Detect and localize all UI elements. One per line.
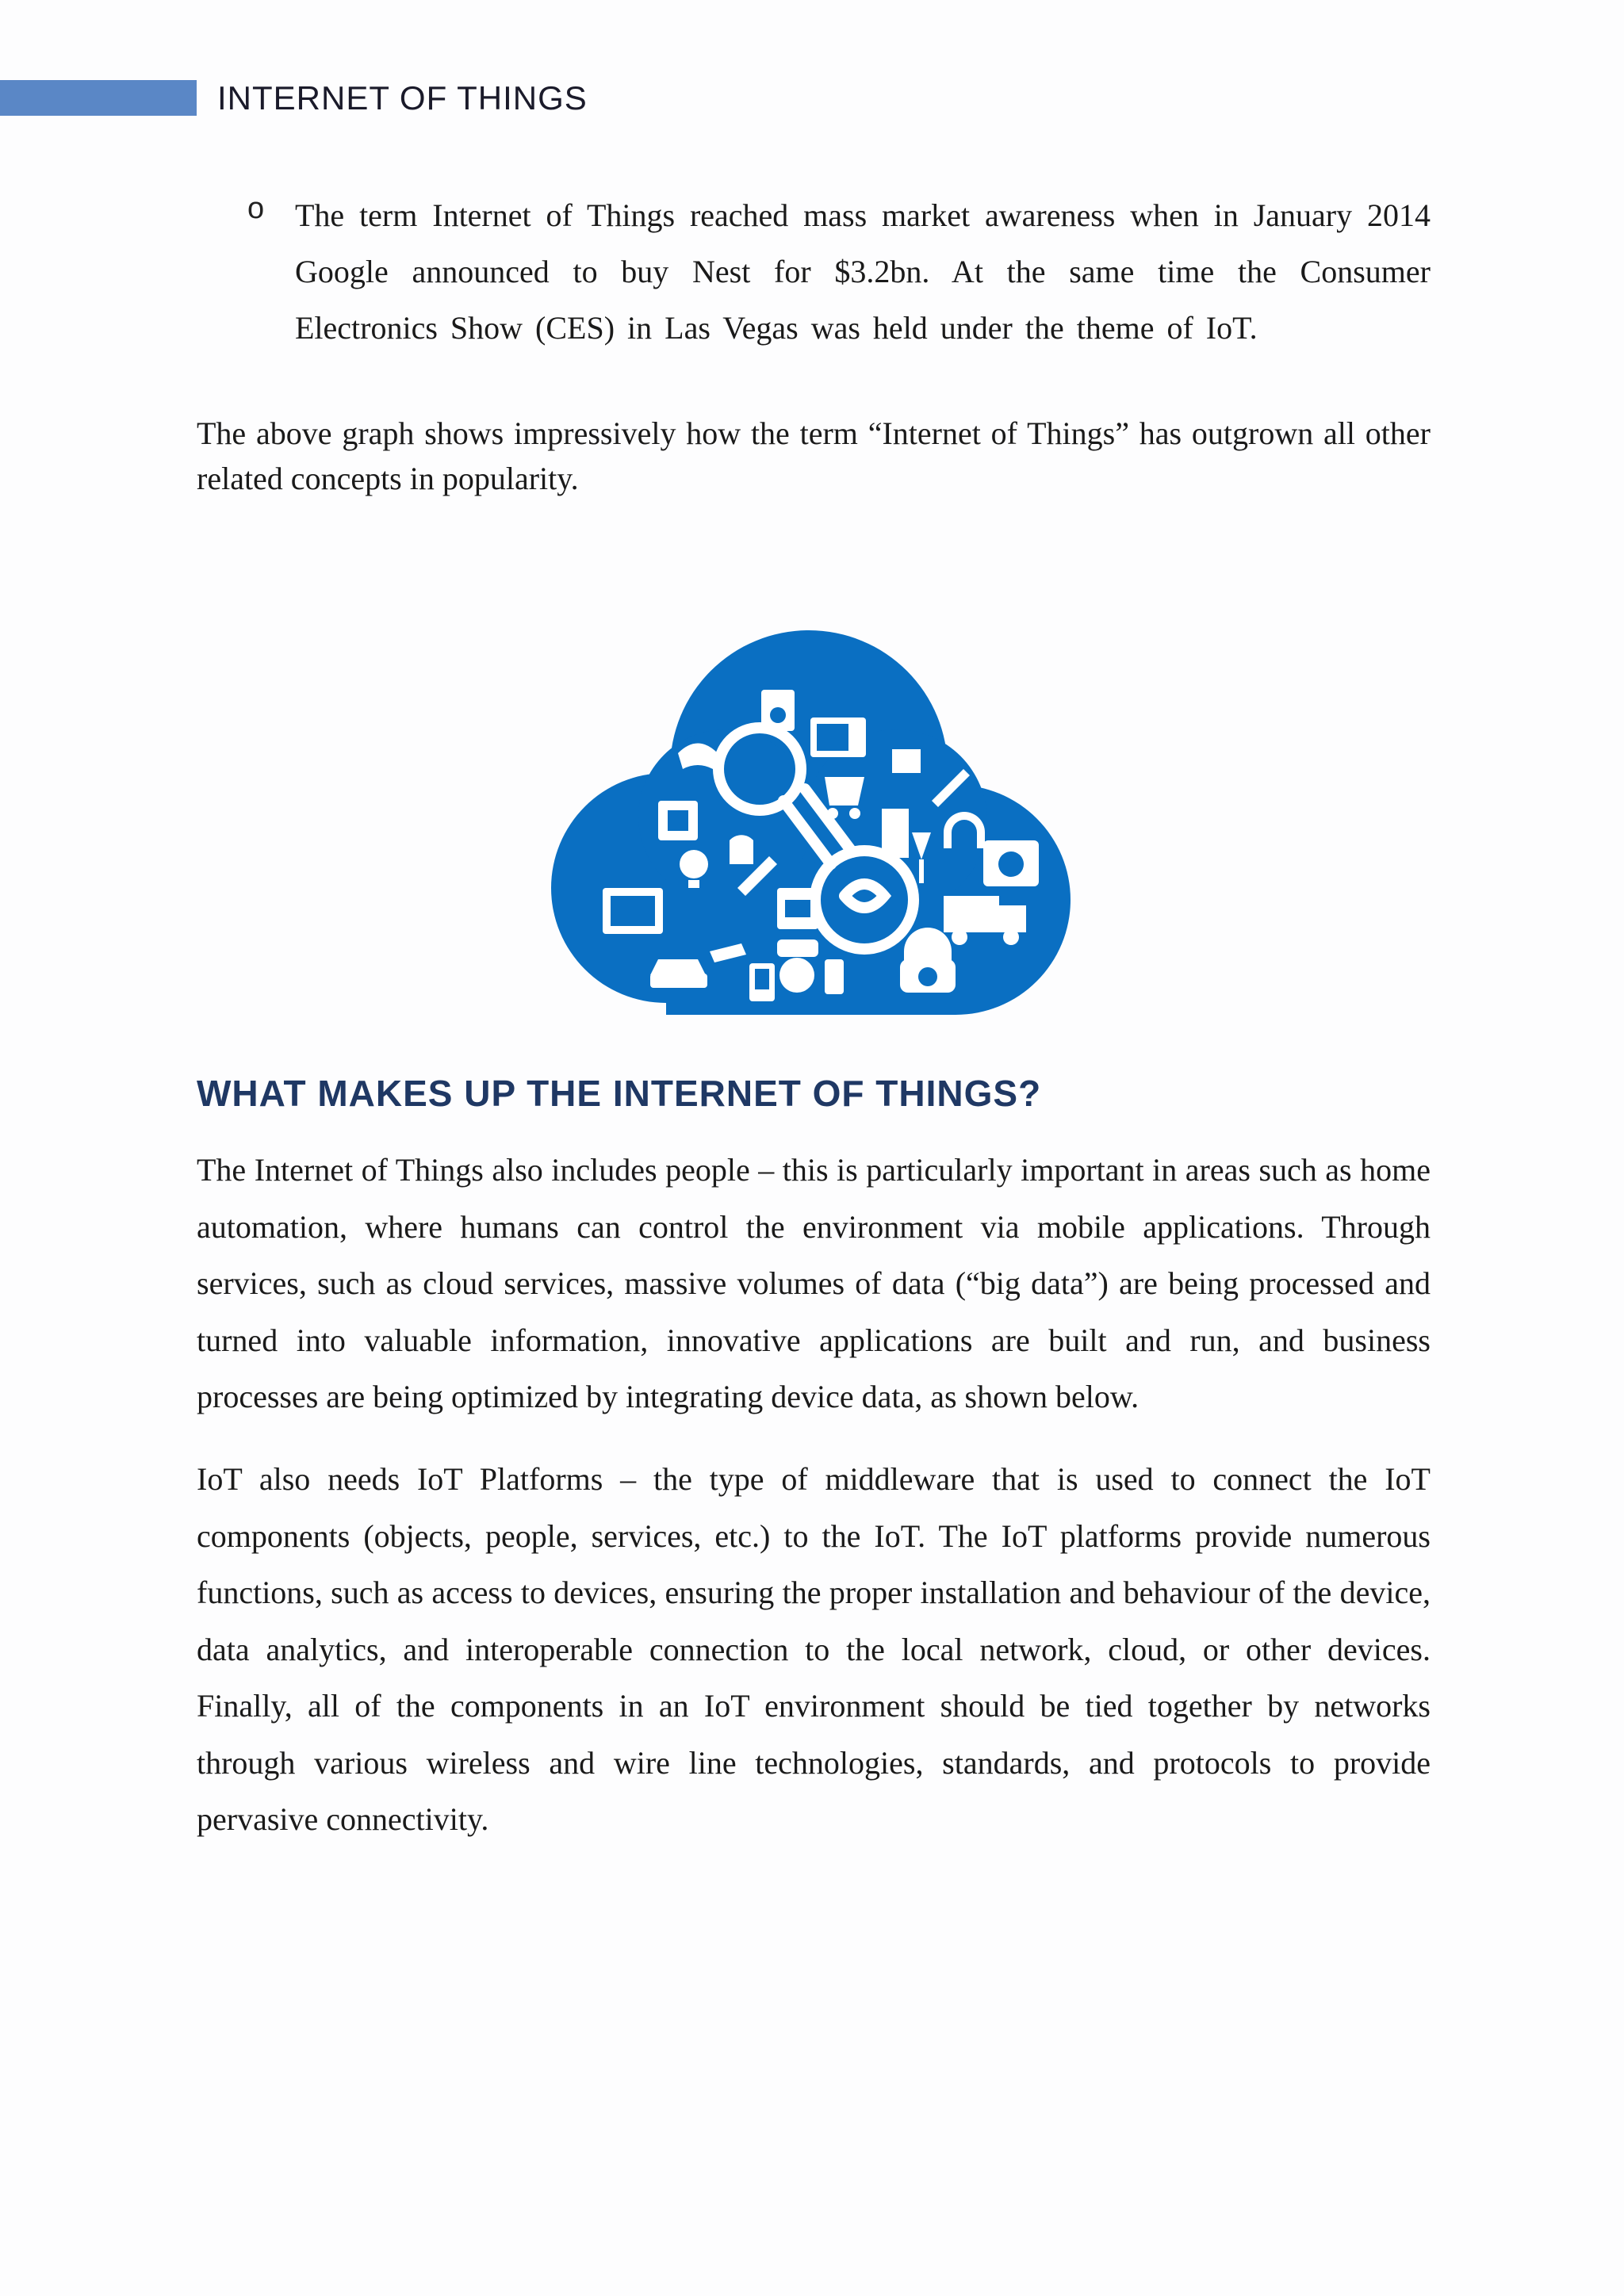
section-heading: WHAT MAKES UP THE INTERNET OF THINGS? xyxy=(197,1073,1042,1114)
header-accent-bar xyxy=(0,80,197,116)
bullet-text: The term Internet of Things reached mass market awareness when in January 2014 Google announced to buy Nest for $3.2bn. At the same time the Consumer Electronics Show (CES) in Las Vegas was held under the theme of IoT. xyxy=(295,197,1431,346)
running-header-title: INTERNET OF THINGS xyxy=(217,79,588,117)
body-paragraph: The Internet of Things also includes people – this is particularly important in areas such as home automation, where humans can control the environment via mobile applications. Through services, such as cloud services, massive volumes of data (“big data”) are being processed and turned into valuable information, innovative applications are built and run, and business processes are being optimized by integrating device data, as shown below. xyxy=(197,1152,1431,1414)
bullet-marker: o xyxy=(247,192,265,225)
iot-cloud-illustration-icon xyxy=(531,626,1086,1039)
bullet-list-item xyxy=(247,187,1431,356)
body-paragraph: IoT also needs IoT Platforms – the type of middleware that is used to connect the IoT components (objects, people, services, etc.) to the IoT. The IoT platforms provide numerous functions, such as access to devices, ensuring the proper installation and behaviour of the device, data analytics, and interoperable connection to the local network, cloud, or other devices. Finally, all of the components in an IoT environment should be tied together by networks through various wireless and wire line technologies, standards, and protocols to provide pervasive connectivity. xyxy=(197,1461,1431,1837)
iot-cloud-figure xyxy=(531,626,1086,1039)
intro-paragraph: The above graph shows impressively how the term “Internet of Things” has outgrown all other related concepts in popularity. xyxy=(197,415,1431,496)
